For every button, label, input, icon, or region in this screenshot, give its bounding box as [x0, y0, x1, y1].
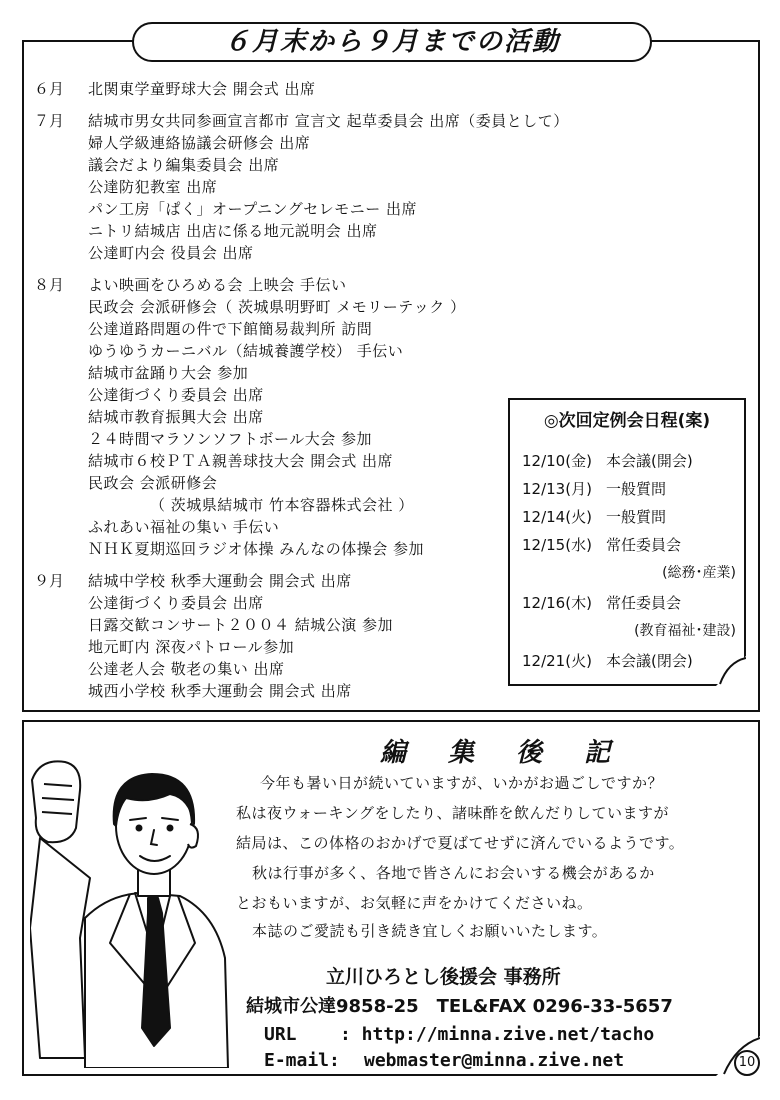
- list-item: 結城市男女共同参画宣言都市 宣言文 起草委員会 出席（委員として）: [88, 112, 569, 130]
- editorial-line: 私は夜ウォーキングをしたり、諸味酢を飲んだりしていますが: [236, 804, 669, 822]
- editorial-line: 本誌のご愛読も引き続き宜しくお願いいたします。: [252, 922, 608, 940]
- list-item: 公達防犯教室 出席: [88, 178, 218, 196]
- page-title: ６月末から９月までの活動: [132, 22, 652, 62]
- office-address: 結城市公達9858-25 TEL&FAX 0296-33-5657: [246, 996, 673, 1017]
- list-item: 公達街づくり委員会 出席: [88, 386, 264, 404]
- list-item: 結城市教育振興大会 出席: [88, 408, 264, 426]
- list-item: 結城中学校 秋季大運動会 開会式 出席: [88, 572, 352, 590]
- list-item: 城西小学校 秋季大運動会 開会式 出席: [88, 682, 352, 700]
- month-label: ９月: [34, 572, 65, 590]
- list-item: 議会だより編集委員会 出席: [88, 156, 280, 174]
- schedule-event: 常任委員会: [606, 536, 682, 554]
- schedule-date: 12/15(水): [522, 536, 592, 554]
- list-item: ゆうゆうカーニバル（結城養護学校） 手伝い: [88, 342, 404, 360]
- list-item: よい映画をひろめる会 上映会 手伝い: [88, 276, 347, 294]
- list-item: 地元町内 深夜パトロール参加: [88, 638, 295, 656]
- schedule-date: 12/10(金): [522, 452, 592, 470]
- list-item: 婦人学級連絡協議会研修会 出席: [88, 134, 311, 152]
- list-item: ２４時間マラソンソフトボール大会 参加: [88, 430, 372, 448]
- schedule-event: 一般質問: [606, 508, 667, 526]
- editorial-line: とおもいますが、お気軽に声をかけてくださいね。: [236, 894, 593, 912]
- list-item: パン工房「ぱく」オープニングセレモニー 出席: [88, 200, 417, 218]
- page-curl-icon: [716, 656, 746, 686]
- schedule-date: 12/16(木): [522, 594, 592, 612]
- schedule-sub: (総務･産業): [662, 565, 736, 581]
- month-label: ６月: [34, 80, 65, 98]
- website-link[interactable]: : http://minna.zive.net/tacho: [340, 1024, 655, 1045]
- list-item: 公達道路問題の件で下館簡易裁判所 訪問: [88, 320, 373, 338]
- url-label: URL: [264, 1024, 297, 1045]
- editorial-line: 結局は、この体格のおかげで夏ばてせずに済んでいるようです。: [236, 834, 685, 852]
- email-label: E-mail:: [264, 1050, 340, 1071]
- list-item: 公達老人会 敬老の集い 出席: [88, 660, 285, 678]
- page-number: 10: [734, 1050, 760, 1076]
- month-label: ７月: [34, 112, 65, 130]
- schedule-event: 一般質問: [606, 480, 667, 498]
- schedule-box: [508, 398, 746, 686]
- list-item: ＮＨＫ夏期巡回ラジオ体操 みんなの体操会 参加: [88, 540, 425, 558]
- list-item: ふれあい福祉の集い 手伝い: [88, 518, 280, 536]
- schedule-date: 12/14(火): [522, 508, 592, 526]
- list-item: 公達町内会 役員会 出席: [88, 244, 254, 262]
- editorial-line: 秋は行事が多く、各地で皆さんにお会いする機会があるか: [252, 864, 655, 882]
- month-label: ８月: [34, 276, 65, 294]
- man-illustration-icon: [30, 728, 230, 1068]
- list-item: （ 茨城県結城市 竹本容器株式会社 ）: [150, 496, 414, 514]
- schedule-date: 12/13(月): [522, 480, 592, 498]
- editorial-line: 今年も暑い日が続いていますが、いかがお過ごしですか？: [260, 774, 664, 792]
- list-item: 北関東学童野球大会 開会式 出席: [88, 80, 316, 98]
- schedule-date: 12/21(火): [522, 652, 592, 670]
- list-item: 公達街づくり委員会 出席: [88, 594, 264, 612]
- email-link[interactable]: webmaster@minna.zive.net: [364, 1050, 625, 1071]
- list-item: 民政会 会派研修会: [88, 474, 218, 492]
- list-item: 結城市盆踊り大会 参加: [88, 364, 249, 382]
- schedule-event: 本会議(開会): [606, 452, 693, 470]
- list-item: ニトリ結城店 出店に係る地元説明会 出席: [88, 222, 378, 240]
- office-name: 立川ひろとし後援会 事務所: [326, 966, 561, 988]
- editorial-title: 編集後記: [380, 738, 653, 768]
- schedule-sub: (教育福祉･建設): [634, 623, 736, 639]
- schedule-event: 常任委員会: [606, 594, 682, 612]
- schedule-title: ◎次回定例会日程(案): [543, 411, 711, 431]
- list-item: 日露交歓コンサート２００４ 結城公演 参加: [88, 616, 394, 634]
- list-item: 結城市６校ＰＴＡ親善球技大会 開会式 出席: [88, 452, 394, 470]
- schedule-event: 本会議(閉会): [606, 652, 693, 670]
- list-item: 民政会 会派研修会（ 茨城県明野町 メモリーテック ）: [88, 298, 466, 316]
